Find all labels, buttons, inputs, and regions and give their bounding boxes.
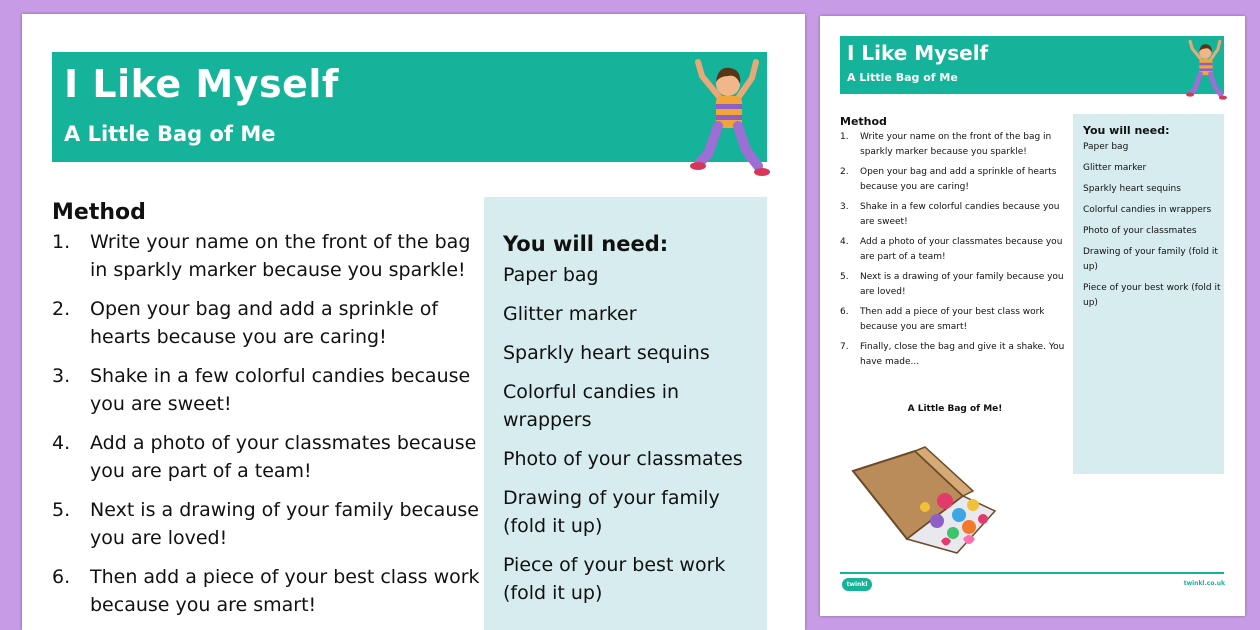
candy-bag-illustration [845,441,1005,556]
method-steps [840,130,1070,375]
title-banner [52,52,767,162]
method-step: 7. Finally, close the bag and give it a shake. You have made... [840,342,1065,367]
method-step: 3. Shake in a few colorful candies because you are sweet! [52,365,471,415]
you-will-need-panel [484,197,767,630]
page-title: I Like Myself [64,62,339,106]
brand-logo: twinkl [842,578,872,591]
page-title: I Like Myself [847,41,989,65]
needs-item: Glitter marker [1083,163,1147,173]
needs-item: Piece of your best work (fold it up) [503,554,726,604]
jumping-child-illustration [690,54,772,186]
needs-list [1083,140,1221,317]
needs-item: Colorful candies in wrappers [1083,205,1212,215]
method-step: 1. Write your name on the front of the bag in sparkly marker because you sparkle! [840,132,1052,157]
method-step: 3. Shake in a few colorful candies because you are sweet! [840,202,1060,227]
needs-item: Sparkly heart sequins [503,342,710,364]
needs-heading: You will need: [1083,124,1170,137]
worksheet-page-large [22,14,805,630]
page-subtitle: A Little Bag of Me [64,122,276,146]
method-step: 6. Then add a piece of your best class work because you are smart! [840,307,1045,332]
closing-line: A Little Bag of Me! [907,404,1003,414]
method-step: 4. Add a photo of your classmates because you are part of a team! [840,237,1063,262]
needs-item: Paper bag [1083,142,1129,152]
method-step: 2. Open your bag and add a sprinkle of hearts because you are caring! [840,167,1057,192]
worksheet-page-small [820,16,1245,616]
needs-list [503,261,758,618]
needs-item: Paper bag [503,264,599,286]
method-step: 6. Then add a piece of your best class work because you are smart! [52,566,480,616]
method-step: 5. Next is a drawing of your family because you are loved! [52,499,479,549]
jumping-child-illustration [1186,36,1228,106]
needs-item: Piece of your best work (fold it up) [1083,283,1221,308]
footer-divider [840,572,1224,574]
you-will-need-panel [1073,114,1224,474]
method-heading: Method [52,200,146,225]
needs-heading: You will need: [503,232,669,256]
needs-item: Drawing of your family (fold it up) [503,487,720,537]
method-steps [52,228,482,630]
needs-item: Photo of your classmates [1083,226,1197,236]
page-subtitle: A Little Bag of Me [847,71,958,84]
needs-item: Glitter marker [503,303,637,325]
needs-item: Photo of your classmates [503,448,743,470]
method-step: 1. Write your name on the front of the bag in sparkly marker because you sparkle! [52,231,471,281]
method-step: 4. Add a photo of your classmates because you are part of a team! [52,432,477,482]
needs-item: Drawing of your family (fold it up) [1083,247,1218,272]
title-banner [840,36,1224,94]
needs-item: Colorful candies in wrappers [503,381,680,431]
footer-url: twinkl.co.uk [1183,580,1225,587]
method-heading: Method [840,115,887,128]
needs-item: Sparkly heart sequins [1083,184,1181,194]
method-step: 5. Next is a drawing of your family because you are loved! [840,272,1064,297]
method-step: 2. Open your bag and add a sprinkle of hearts because you are caring! [52,298,439,348]
